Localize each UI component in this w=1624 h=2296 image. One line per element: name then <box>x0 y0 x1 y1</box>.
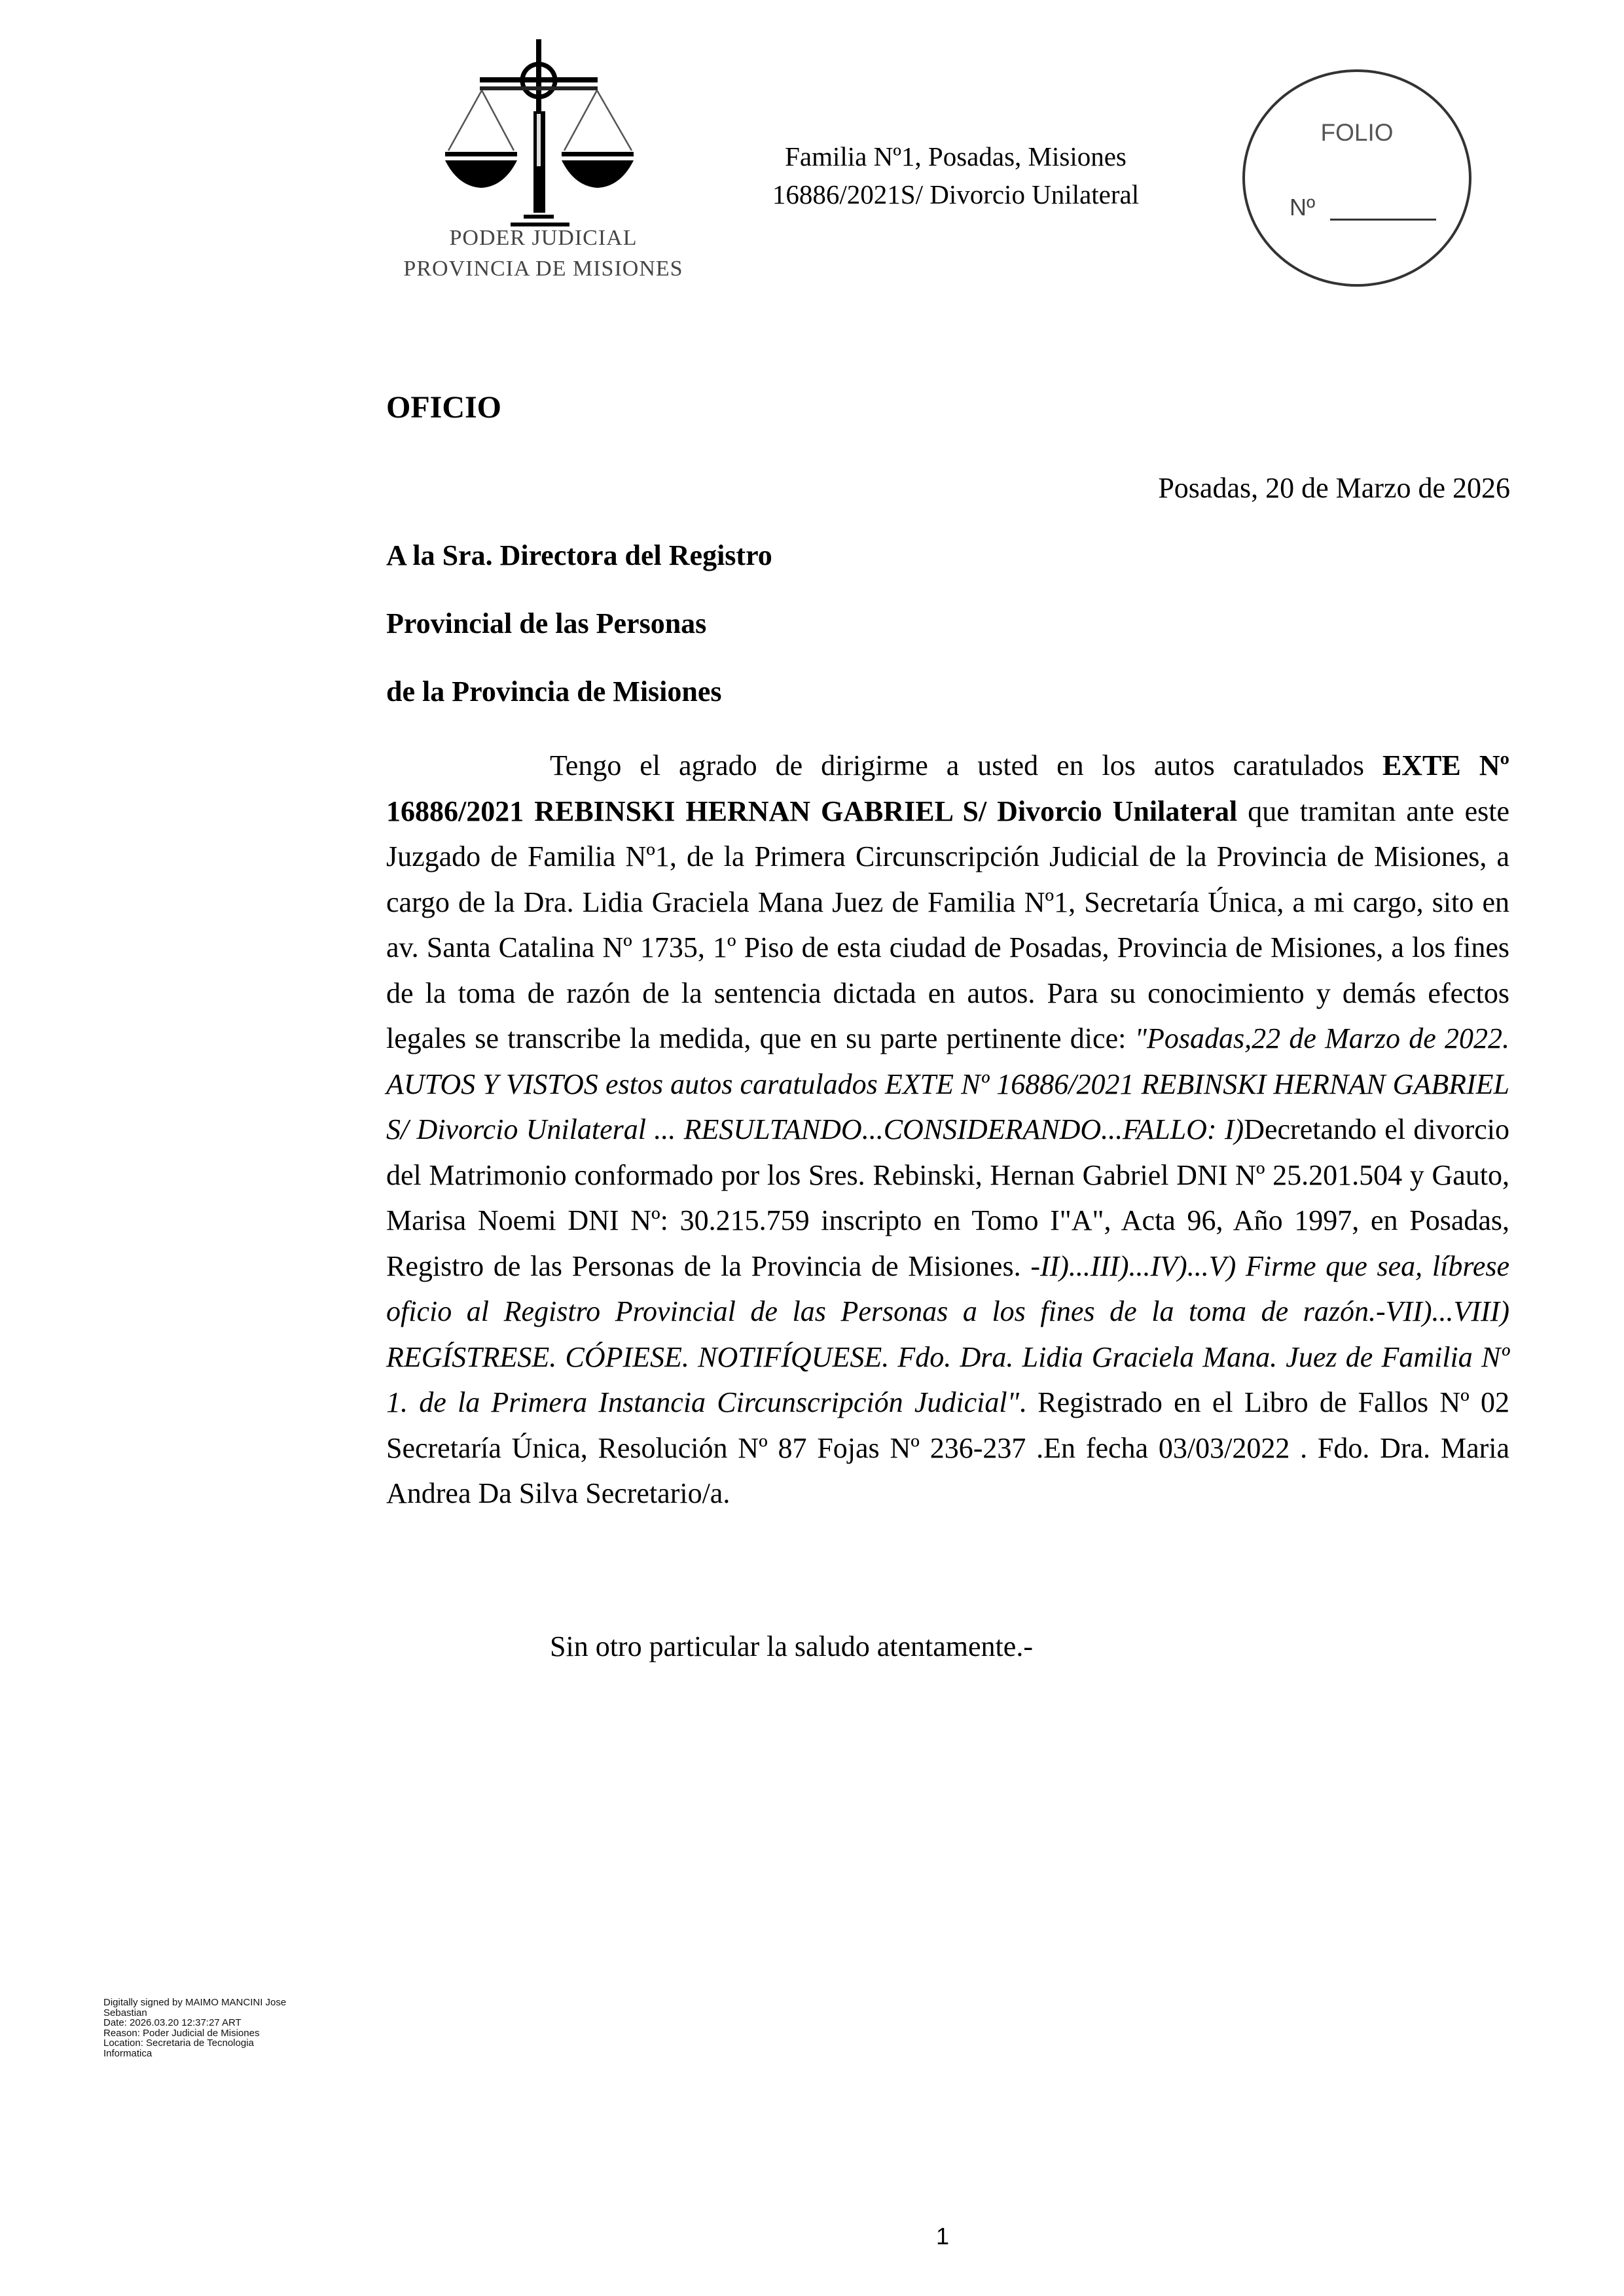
case-reference: EXTE Nº 16886/2021 REBINSKI HERNAN GABRIEL S/ Divorcio Unilateral <box>386 749 1509 827</box>
ruling-text: Decretando el divorcio del Matrimonio conformado por los Sres. Rebinski, Hernan Gabriel DNI Nº 25.201.504 y Gauto, Marisa Noemi DNI Nº: 30.215.759 inscripto en Tomo I"A", Acta 96, Año 1997, en Posadas, Registro de las Personas de la Provincia de Misiones. <box>386 1113 1510 1282</box>
page-number: 1 <box>936 2223 950 2250</box>
folio-number-label: Nº <box>1290 194 1316 221</box>
document-date: Posadas, 20 de Marzo de 2026 <box>1158 472 1510 504</box>
folio-title: FOLIO <box>1320 119 1394 146</box>
folio-stamp <box>1242 69 1471 287</box>
registration-text: . Registrado en el Libro de Fallos Nº 02 Secretaría Única, Resolución Nº 87 Fojas Nº 236-237 .En fecha 03/03/2022 . Fdo. Dra. Maria Andrea Da Silva Secretario/a. <box>386 1386 1510 1509</box>
folio-number-blank <box>1330 219 1436 221</box>
closing-line: Sin otro particular la saludo atentamente.- <box>550 1630 1033 1662</box>
signature-line: Location: Secretaria de Tecnologia <box>103 2037 254 2049</box>
document-title: OFICIO <box>386 390 502 425</box>
addressee-line: de la Provincia de Misiones <box>386 675 722 708</box>
judicial-logo <box>399 39 687 288</box>
ruling-quote: "Posadas,22 de Marzo de 2022. AUTOS Y VISTOS estos autos caratulados EXTE Nº 16886/2021 REBINSKI HERNAN GABRIEL S/ Divorcio Unilateral ... RESULTANDO...CONSIDERANDO...FALLO: I) <box>386 1022 1509 1145</box>
logo-text-poder-judicial: PODER JUDICIAL <box>449 226 638 250</box>
scales-of-justice-icon <box>399 39 687 229</box>
addressee-line: A la Sra. Directora del Registro <box>386 539 772 571</box>
case-header <box>740 137 1172 213</box>
signature-line: Digitally signed by MAIMO MANCINI Jose <box>103 1997 287 2008</box>
digital-signature <box>103 1998 352 2058</box>
body-intro: Tengo el agrado de dirigirme a usted en los autos caratulados <box>550 749 1382 781</box>
signature-line: Reason: Poder Judicial de Misiones <box>103 2027 260 2039</box>
court-line: Familia Nº1, Posadas, Misiones <box>785 141 1127 171</box>
body-paragraph <box>386 743 1509 1516</box>
signature-line: Date: 2026.03.20 12:37:27 ART <box>103 2017 242 2028</box>
logo-text-provincia: PROVINCIA DE MISIONES <box>403 257 683 281</box>
ruling-quote-continued: -II)...III)...IV)...V) Firme que sea, líbrese oficio al Registro Provincial de las Personas a los fines de la toma de razón.-VII)...VIII) REGÍSTRESE. CÓPIESE. NOTIFÍQUESE. Fdo. Dra. Lidia Graciela Mana. Juez de Familia Nº 1. de la Primera Instancia Circunscripción Judicial" <box>386 1249 1509 1418</box>
signature-line: Informatica <box>103 2047 153 2059</box>
case-line: 16886/2021S/ Divorcio Unilateral <box>772 179 1140 209</box>
body-text: que tramitan ante este Juzgado de Familia Nº1, de la Primera Circunscripción Judicial de la Provincia de Misiones, a cargo de la Dra. Lidia Graciela Mana Juez de Familia Nº1, Secretaría Única, a mi cargo, sito en av. Santa Catalina Nº 1735, 1º Piso de esta ciudad de Posadas, Provincia de Misiones, a los fines de la toma de razón de la sentencia dictada en autos. Para su conocimiento y demás efectos legales se transcribe la medida, que en su parte pertinente dice: <box>386 795 1509 1054</box>
signature-line: Sebastian <box>103 2007 147 2018</box>
addressee-line: Provincial de las Personas <box>386 607 707 639</box>
